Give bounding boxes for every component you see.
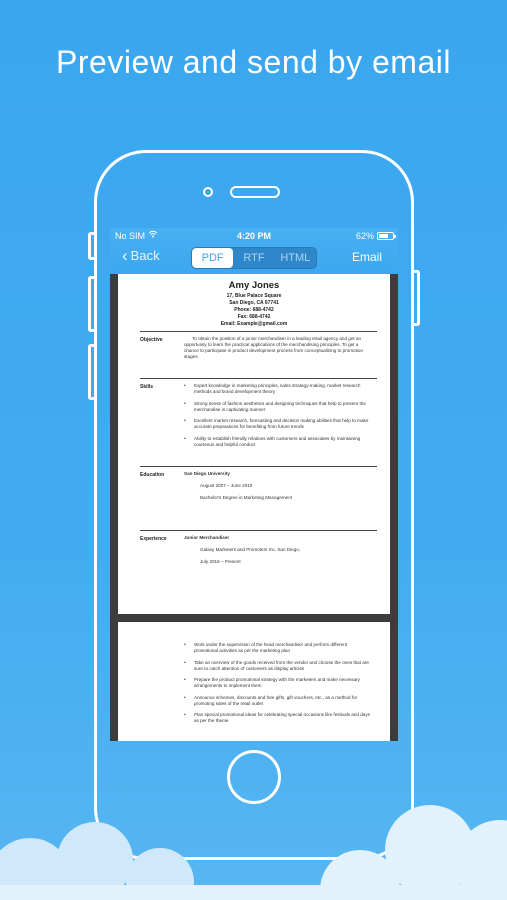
list-item: • Plan special promotional ideas for celebrating special occasions like festivals and days as per the theme: [184, 712, 372, 724]
education-degree: Bachelor's Degree in Marketing Management: [200, 495, 293, 500]
list-item: • Ability to establish friendly relations with customers and associates by maintaining courteous and helpful conduct: [184, 436, 372, 448]
back-button[interactable]: [122, 248, 160, 263]
tab-html[interactable]: HTML: [280, 252, 311, 264]
tab-pdf[interactable]: PDF: [192, 248, 233, 268]
education-block: [184, 471, 372, 501]
duties-list: [184, 642, 372, 730]
resume-fax: Fax: 688-4742: [237, 314, 271, 320]
objective-text: To obtain the position of a junior merchandiser in a leading retail agency and get an opportunity to learn the practical applications of the merchandising principles. To get a chance to participate in product development process from conceptualizing to promotion stages.: [184, 336, 364, 359]
nav-bar: [110, 228, 398, 274]
list-item: • Expert knowledge in marketing principles, sales strategy-making, market research methods and brand development theory: [184, 383, 372, 395]
list-item: • Prepare the product promotional strategy with the marketers and make necessary arrangements to implement them: [184, 677, 372, 689]
resume-page-1: [118, 274, 390, 614]
divider: [140, 331, 377, 332]
resume-email: Email: Example@gmail.com: [220, 321, 288, 327]
experience-block: [184, 535, 372, 565]
battery-percent: 62%: [355, 231, 374, 241]
email-button[interactable]: Email: [351, 250, 382, 264]
battery-icon: [377, 232, 394, 240]
divider: [140, 530, 377, 531]
camera-icon: [203, 187, 213, 197]
list-item: • Excellent market research, forecasting and decision making abilities that help to make accurate preparations for benefiting from future trends: [184, 418, 372, 430]
chevron-left-icon: ‹: [122, 246, 128, 265]
status-bar: [110, 230, 398, 244]
skills-list: [184, 383, 372, 453]
volume-up-button: [88, 276, 97, 332]
job-title: Junior Merchandiser: [184, 535, 230, 540]
resume-contact: [118, 293, 390, 328]
job-dates: July 2016 – Present: [200, 559, 241, 564]
resume-city: San Diego, CA 67741: [229, 300, 279, 306]
resume-phone: Phone: 688-4742: [234, 307, 274, 313]
resume-name: Amy Jones: [228, 280, 280, 291]
skills-label: Skills: [140, 384, 154, 390]
school-name: San Diego University: [184, 471, 230, 476]
format-segmented-control: [191, 247, 317, 269]
divider: [140, 466, 377, 467]
list-item: • Announce schemes, discounts and free gifts, gift vouchers, etc., as a method for promoting sales of the retail outlet: [184, 695, 372, 707]
clouds-decoration: [0, 790, 507, 900]
list-item: • Strong sense of fashion aesthetics and designing techniques that help to present the merchandise in captivating manner: [184, 401, 372, 413]
headline: Preview and send by email: [56, 44, 451, 80]
resume-page-2: [118, 622, 390, 741]
speaker-grille: [230, 186, 280, 198]
education-label: Education: [140, 472, 165, 478]
job-company: Galaxy Marketers and Promoters Inc, San Diego,: [200, 547, 301, 552]
objective-label: Objective: [140, 337, 163, 343]
list-item: • Take an overview of the goods received from the vendor and choose the ones that are sure to catch attention of customers as display articles: [184, 660, 372, 672]
phone-screen: [110, 228, 398, 741]
education-dates: August 2007 – June 2010: [200, 483, 253, 488]
power-button: [411, 270, 420, 326]
resume-address: 17, Blue Palace Square: [226, 293, 282, 299]
tab-rtf[interactable]: RTF: [243, 252, 265, 264]
divider: [140, 378, 377, 379]
back-label: Back: [130, 248, 160, 263]
carrier-label: No SIM: [115, 231, 146, 241]
volume-down-button: [88, 344, 97, 400]
status-time: 4:20 PM: [236, 231, 271, 241]
list-item: • Work under the supervision of the head merchandiser and perform different promotional activities as per the marketing plan: [184, 642, 372, 654]
mute-switch: [88, 232, 97, 260]
experience-label: Experience: [140, 536, 167, 542]
